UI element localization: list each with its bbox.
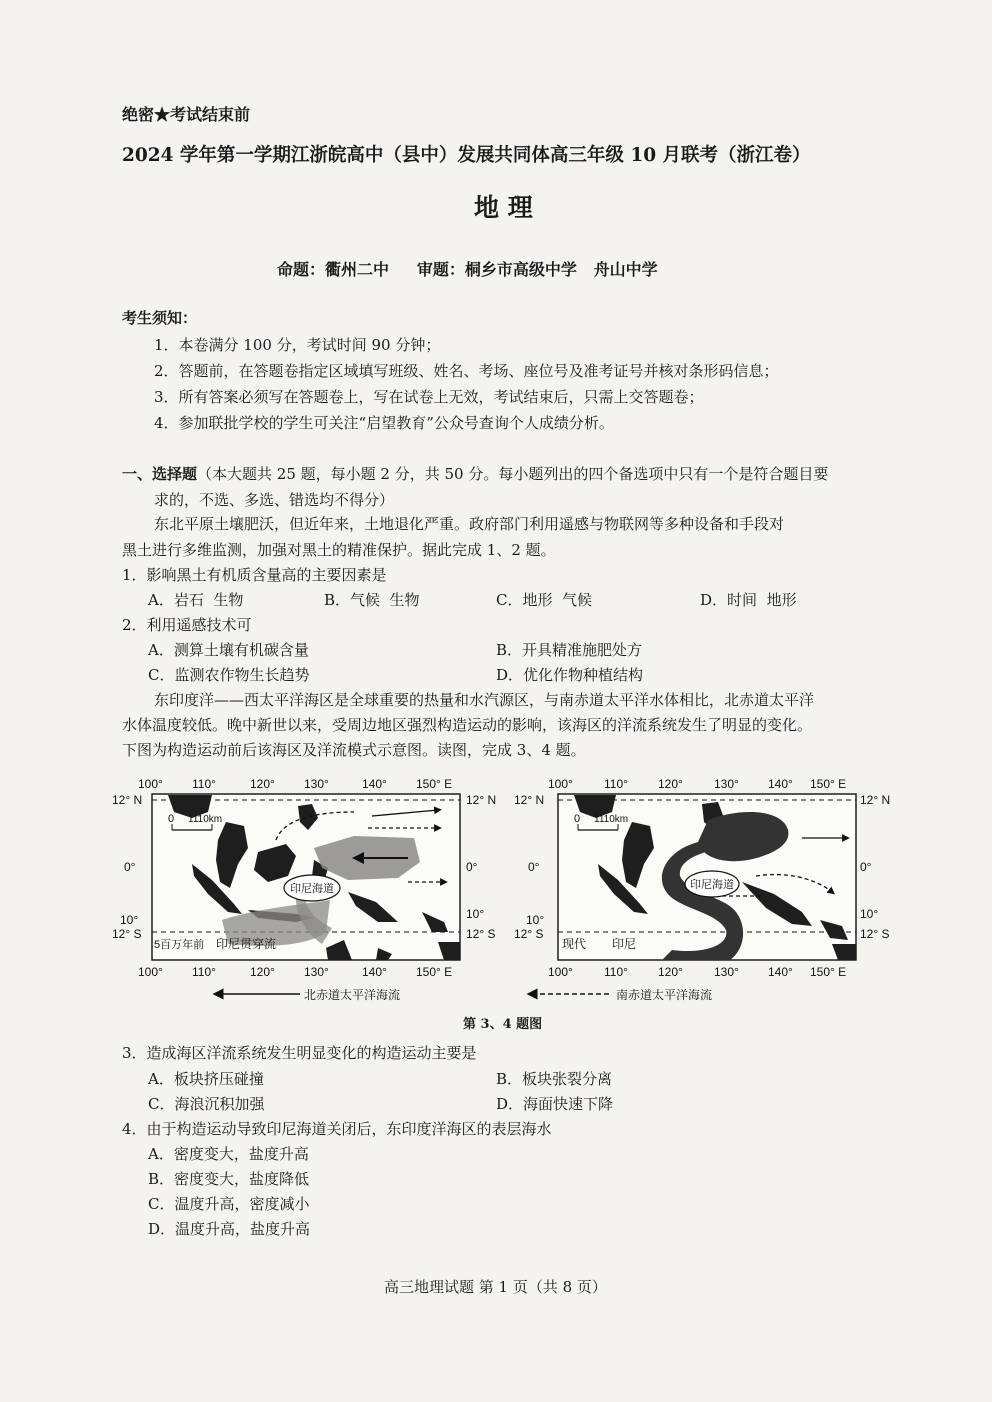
lon-label: 100° — [548, 777, 573, 791]
q4-option-a: A．密度变大，盐度升高 — [148, 1145, 309, 1163]
notice-item: 4．参加联批学校的学生可关注“启望教育”公众号查询个人成绩分析。 — [154, 414, 614, 432]
q2-option-b: B．开具精准施肥处方 — [496, 641, 643, 659]
q3-option-b: B．板块张裂分离 — [496, 1070, 613, 1088]
page-footer: 高三地理试题 第 1 页（共 8 页） — [384, 1278, 607, 1296]
question-3-stem: 3．造成海区洋流系统发生明显变化的构造运动主要是 — [122, 1044, 477, 1062]
current-label: 印尼贯穿流 — [216, 937, 277, 951]
legend-north-label: 北赤道太平洋海流 — [304, 988, 401, 1002]
map-after — [512, 772, 892, 1006]
section-instructions-cont: 求的，不选、多选、错选均不得分） — [154, 491, 395, 509]
q1-option-a: A．岩石 生物 — [148, 591, 244, 609]
lon-label: 120° — [658, 777, 683, 791]
passage-text: 下图为构造运动前后该海区及洋流模式示意图。读图，完成 3、4 题。 — [122, 741, 586, 759]
current-label: 印尼 — [612, 937, 637, 951]
notice-item: 3．所有答案必须写在答题卷上，写在试卷上无效，考试结束后，只需上交答题卷； — [154, 388, 704, 406]
q3-option-d: D．海面快速下降 — [496, 1095, 614, 1113]
lon-label: 130° — [304, 965, 329, 979]
strait-label: 印尼海道 — [290, 883, 334, 895]
q3-option-a: A．板块挤压碰撞 — [148, 1070, 264, 1088]
lon-label: 140° — [362, 777, 387, 791]
lat-label: 10° — [860, 907, 879, 921]
lat-label: 10° — [526, 913, 545, 927]
q1-option-b: B．气候 生物 — [324, 591, 420, 609]
question-4-stem: 4．由于构造运动导致印尼海道关闭后，东印度洋海区的表层海水 — [122, 1120, 552, 1138]
q4-option-b: B．密度变大，盐度降低 — [148, 1170, 310, 1188]
lon-label: 100° — [548, 965, 573, 979]
scale-zero: 0 — [168, 813, 175, 825]
scale-label: 1110km — [188, 814, 223, 825]
section-heading: 一、选择题（本大题共 25 题，每小题 2 分，共 50 分。每小题列出的四个备选项中只有一个是符合题目要 — [122, 465, 829, 483]
lon-label: 150° E — [810, 965, 847, 979]
notice-heading: 考生须知： — [122, 309, 198, 327]
lon-label: 110° — [192, 777, 216, 791]
strait-label: 印尼海道 — [690, 879, 734, 891]
lon-label: 150° E — [416, 777, 453, 791]
lat-label: 12° S — [860, 927, 890, 941]
subject-title: 地 理 — [474, 193, 533, 222]
figure-caption: 第 3、4 题图 — [463, 1017, 543, 1032]
passage-text: 黑土进行多维监测，加强对黑土的精准保护。据此完成 1、2 题。 — [122, 541, 556, 559]
q1-option-d: D．时间 地形 — [700, 591, 797, 609]
lon-label: 120° — [250, 965, 275, 979]
lat-label: 10° — [466, 907, 485, 921]
lat-label: 0° — [860, 860, 872, 874]
lon-label: 130° — [714, 777, 739, 791]
q1-option-c: C．地形 气候 — [496, 591, 593, 609]
lon-label: 110° — [604, 965, 628, 979]
notice-item: 2．答题前，在答题卷指定区域填写班级、姓名、考场、座位号及准考证号并核对条形码信息； — [154, 362, 779, 380]
q4-option-d: D．温度升高，盐度升高 — [148, 1220, 311, 1238]
authors-line: 命题：衢州二中 审题：桐乡市高级中学 舟山中学 — [277, 260, 658, 279]
lon-label: 110° — [604, 777, 628, 791]
lon-label: 140° — [362, 965, 387, 979]
lon-label: 100° — [138, 777, 163, 791]
scale-label: 1110km — [594, 814, 629, 825]
lon-label: 110° — [192, 965, 216, 979]
lon-label: 140° — [768, 777, 793, 791]
notice-item: 1．本卷满分 100 分，考试时间 90 分钟； — [154, 336, 441, 354]
lon-label: 150° E — [810, 777, 847, 791]
lat-label: 12° S — [466, 927, 496, 941]
q2-option-a: A．测算土壤有机碳含量 — [148, 641, 309, 659]
secret-label: 绝密★考试结束前 — [122, 105, 251, 124]
lon-label: 100° — [138, 965, 163, 979]
lat-label: 0° — [466, 860, 478, 874]
question-2-stem: 2．利用遥感技术可 — [122, 616, 252, 634]
lat-label: 12° S — [112, 927, 142, 941]
lat-label: 12° S — [514, 927, 544, 941]
lon-label: 150° E — [416, 965, 453, 979]
lon-label: 120° — [250, 777, 275, 791]
lat-label: 0° — [124, 860, 136, 874]
lat-label: 0° — [528, 860, 540, 874]
question-1-stem: 1．影响黑土有机质含量高的主要因素是 — [122, 566, 387, 584]
q2-option-d: D．优化作物种植结构 — [496, 666, 644, 684]
lat-label: 12° N — [860, 793, 891, 807]
lat-label: 12° N — [466, 793, 497, 807]
lat-label: 12° N — [514, 793, 545, 807]
passage-text: 东北平原土壤肥沃，但近年来，土地退化严重。政府部门利用遥感与物联网等多种设备和手段对 — [154, 515, 785, 533]
legend-south-label: 南赤道太平洋海流 — [616, 988, 713, 1002]
q2-option-c: C．监测农作物生长趋势 — [148, 666, 310, 684]
map-caption: 现代 — [562, 937, 587, 951]
section-instructions: （本大题共 25 题，每小题 2 分，共 50 分。每小题列出的四个备选项中只有一个是符合题目要 — [197, 465, 829, 483]
lon-label: 140° — [768, 965, 793, 979]
q3-option-c: C．海浪沉积加强 — [148, 1095, 265, 1113]
lat-label: 12° N — [112, 793, 143, 807]
lon-label: 130° — [304, 777, 329, 791]
passage-text: 东印度洋——西太平洋海区是全球重要的热量和水汽源区，与南赤道太平洋水体相比，北赤道太平洋 — [154, 691, 815, 709]
map-caption: 5百万年前 — [154, 939, 205, 951]
lon-label: 130° — [714, 965, 739, 979]
exam-title: 2024 学年第一学期江浙皖高中（县中）发展共同体高三年级 10 月联考（浙江卷） — [122, 145, 811, 166]
lat-label: 10° — [120, 913, 139, 927]
lon-label: 120° — [658, 965, 683, 979]
scale-zero: 0 — [574, 813, 581, 825]
passage-text: 水体温度较低。晚中新世以来，受周边地区强烈构造运动的影响，该海区的洋流系统发生了明显的变化。 — [122, 716, 813, 734]
q4-option-c: C．温度升高，密度减小 — [148, 1195, 310, 1213]
map-before — [108, 772, 508, 1006]
